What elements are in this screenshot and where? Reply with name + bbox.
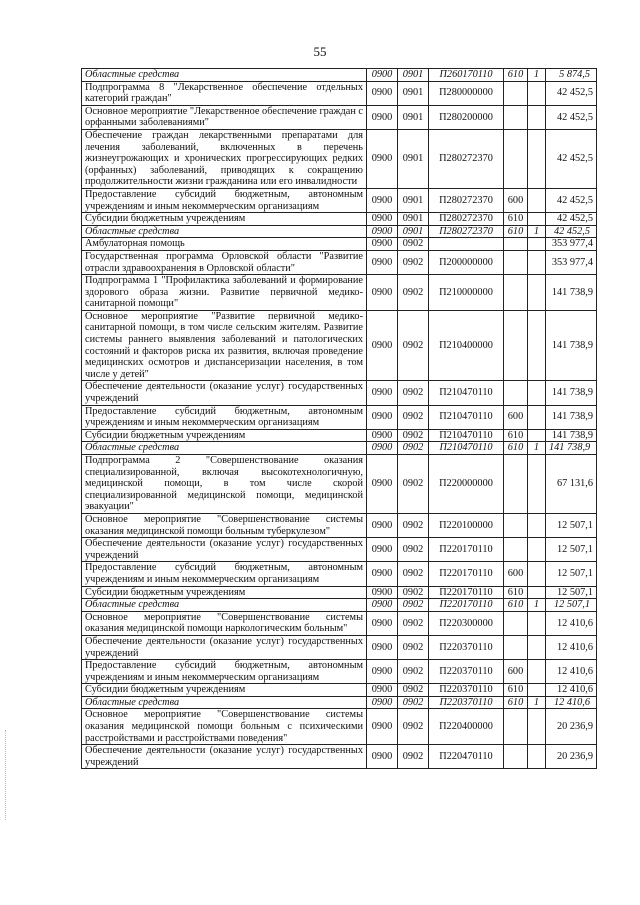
row-subsection-code: 0902 [398, 611, 429, 635]
row-target-item-code: П220370110 [429, 660, 504, 684]
row-subsection-code: 0902 [398, 310, 429, 381]
row-name: Амбулаторная помощь [82, 238, 367, 251]
row-amount: 12 410,6 [546, 696, 597, 709]
row-section-code: 0900 [367, 709, 398, 745]
table-row [82, 310, 597, 381]
row-section-code: 0900 [367, 611, 398, 635]
table-row [82, 429, 597, 442]
row-funding-source-code [528, 129, 546, 188]
row-subsection-code: 0901 [398, 81, 429, 105]
row-amount: 42 452,5 [546, 129, 597, 188]
row-funding-source-code [528, 635, 546, 659]
row-section-code: 0900 [367, 696, 398, 709]
row-expense-type-code: 600 [504, 562, 528, 586]
table-row [82, 586, 597, 599]
row-funding-source-code [528, 238, 546, 251]
row-subsection-code: 0902 [398, 238, 429, 251]
row-expense-type-code: 610 [504, 225, 528, 238]
row-amount: 42 452,5 [546, 188, 597, 212]
row-name: Субсидии бюджетным учреждениям [82, 684, 367, 697]
row-target-item-code: П220100000 [429, 513, 504, 537]
row-amount: 141 738,9 [546, 381, 597, 405]
row-name: Субсидии бюджетным учреждениям [82, 429, 367, 442]
row-subsection-code: 0902 [398, 696, 429, 709]
table-row [82, 81, 597, 105]
row-funding-source-code [528, 105, 546, 129]
row-name: Подпрограмма 2 "Совершенствование оказания специализированной, включая высокотехнологичную, медицинской помощи, в том числе скорой специализированной медицинской помощи, медицинской эвакуации" [82, 455, 367, 514]
row-funding-source-code [528, 213, 546, 226]
row-expense-type-code: 610 [504, 696, 528, 709]
row-subsection-code: 0901 [398, 129, 429, 188]
row-amount: 12 410,6 [546, 611, 597, 635]
row-expense-type-code [504, 611, 528, 635]
row-section-code: 0900 [367, 442, 398, 455]
row-expense-type-code [504, 455, 528, 514]
row-section-code: 0900 [367, 599, 398, 612]
row-amount: 141 738,9 [546, 405, 597, 429]
row-target-item-code: П210400000 [429, 310, 504, 381]
row-subsection-code: 0902 [398, 709, 429, 745]
row-expense-type-code: 610 [504, 684, 528, 697]
row-funding-source-code: 1 [528, 599, 546, 612]
row-amount: 141 738,9 [546, 429, 597, 442]
row-expense-type-code [504, 275, 528, 311]
row-section-code: 0900 [367, 275, 398, 311]
row-amount: 67 131,6 [546, 455, 597, 514]
row-section-code: 0900 [367, 81, 398, 105]
row-funding-source-code [528, 538, 546, 562]
row-funding-source-code [528, 455, 546, 514]
row-funding-source-code [528, 709, 546, 745]
row-expense-type-code [504, 129, 528, 188]
table-row [82, 225, 597, 238]
row-name: Субсидии бюджетным учреждениям [82, 586, 367, 599]
table-row [82, 238, 597, 251]
row-subsection-code: 0902 [398, 429, 429, 442]
row-amount: 353 977,4 [546, 250, 597, 274]
row-funding-source-code: 1 [528, 442, 546, 455]
row-expense-type-code [504, 538, 528, 562]
row-expense-type-code: 610 [504, 213, 528, 226]
row-name: Основное мероприятие "Совершенствование системы оказания медицинской помощи больным с психическими расстройствами и расстройствами поведения" [82, 709, 367, 745]
row-funding-source-code [528, 562, 546, 586]
table-row [82, 538, 597, 562]
binding-margin-mark [5, 730, 7, 820]
row-subsection-code: 0902 [398, 513, 429, 537]
row-target-item-code: П210470110 [429, 381, 504, 405]
row-target-item-code: П280272370 [429, 129, 504, 188]
row-expense-type-code [504, 105, 528, 129]
row-amount: 42 452,5 [546, 81, 597, 105]
table-row [82, 405, 597, 429]
row-subsection-code: 0902 [398, 275, 429, 311]
row-target-item-code: П220170110 [429, 538, 504, 562]
row-funding-source-code [528, 275, 546, 311]
row-name: Субсидии бюджетным учреждениям [82, 213, 367, 226]
row-funding-source-code [528, 310, 546, 381]
row-target-item-code: П200000000 [429, 250, 504, 274]
row-subsection-code: 0902 [398, 381, 429, 405]
table-row [82, 611, 597, 635]
table-row [82, 250, 597, 274]
row-expense-type-code: 610 [504, 442, 528, 455]
row-amount: 20 236,9 [546, 745, 597, 769]
row-target-item-code: П210000000 [429, 275, 504, 311]
row-section-code: 0900 [367, 188, 398, 212]
table-row [82, 696, 597, 709]
row-target-item-code: П260170110 [429, 69, 504, 82]
row-section-code: 0900 [367, 455, 398, 514]
row-expense-type-code: 610 [504, 599, 528, 612]
row-target-item-code: П220170110 [429, 562, 504, 586]
table-row [82, 442, 597, 455]
table-row [82, 660, 597, 684]
row-section-code: 0900 [367, 105, 398, 129]
row-subsection-code: 0902 [398, 455, 429, 514]
row-target-item-code: П220000000 [429, 455, 504, 514]
row-target-item-code: П220370110 [429, 635, 504, 659]
row-amount: 141 738,9 [546, 275, 597, 311]
row-target-item-code: П280272370 [429, 213, 504, 226]
row-target-item-code: П210470110 [429, 405, 504, 429]
row-section-code: 0900 [367, 660, 398, 684]
row-name: Государственная программа Орловской области "Развитие отрасли здравоохранения в Орловской области" [82, 250, 367, 274]
row-expense-type-code [504, 81, 528, 105]
row-funding-source-code [528, 81, 546, 105]
row-subsection-code: 0901 [398, 225, 429, 238]
row-subsection-code: 0902 [398, 586, 429, 599]
table-row [82, 684, 597, 697]
row-target-item-code: П220300000 [429, 611, 504, 635]
row-amount: 42 452,5 [546, 213, 597, 226]
budget-table [81, 68, 597, 769]
row-funding-source-code [528, 660, 546, 684]
row-expense-type-code: 600 [504, 188, 528, 212]
row-name: Обеспечение деятельности (оказание услуг) государственных учреждений [82, 381, 367, 405]
table-row [82, 381, 597, 405]
table-row [82, 455, 597, 514]
row-section-code: 0900 [367, 513, 398, 537]
row-funding-source-code: 1 [528, 225, 546, 238]
row-target-item-code: П280200000 [429, 105, 504, 129]
row-funding-source-code [528, 250, 546, 274]
row-name: Предоставление субсидий бюджетным, автономным учреждениям и иным некоммерческим организациям [82, 405, 367, 429]
row-expense-type-code [504, 381, 528, 405]
page-number: 55 [313, 44, 327, 59]
row-expense-type-code [504, 310, 528, 381]
row-name: Областные средства [82, 225, 367, 238]
row-section-code: 0900 [367, 429, 398, 442]
row-section-code: 0900 [367, 250, 398, 274]
row-name: Областные средства [82, 696, 367, 709]
row-section-code: 0900 [367, 745, 398, 769]
table-row [82, 213, 597, 226]
row-subsection-code: 0901 [398, 105, 429, 129]
row-funding-source-code [528, 513, 546, 537]
table-row [82, 129, 597, 188]
row-name: Подпрограмма 8 "Лекарственное обеспечение отдельных категорий граждан" [82, 81, 367, 105]
table-row [82, 709, 597, 745]
row-section-code: 0900 [367, 405, 398, 429]
row-name: Обеспечение граждан лекарственными препаратами для лечения заболеваний, включенных в перечень жизнеугрожающих и хронических прогрессирующих редких (орфанных) заболеваний, приводящих к сокращению продолжительности жизни гражданина или его инвалидности [82, 129, 367, 188]
row-name: Обеспечение деятельности (оказание услуг) государственных учреждений [82, 635, 367, 659]
row-target-item-code: П220170110 [429, 599, 504, 612]
row-section-code: 0900 [367, 562, 398, 586]
row-funding-source-code [528, 405, 546, 429]
row-funding-source-code [528, 188, 546, 212]
row-amount: 141 738,9 [546, 442, 597, 455]
row-target-item-code: П280272370 [429, 225, 504, 238]
table-row [82, 745, 597, 769]
row-target-item-code: П280272370 [429, 188, 504, 212]
table-row [82, 599, 597, 612]
table-row [82, 562, 597, 586]
row-amount: 12 507,1 [546, 586, 597, 599]
row-expense-type-code: 610 [504, 429, 528, 442]
row-section-code: 0900 [367, 238, 398, 251]
row-name: Предоставление субсидий бюджетным, автономным учреждениям и иным некоммерческим организациям [82, 660, 367, 684]
row-subsection-code: 0902 [398, 405, 429, 429]
row-subsection-code: 0902 [398, 250, 429, 274]
row-subsection-code: 0902 [398, 538, 429, 562]
row-expense-type-code [504, 709, 528, 745]
row-section-code: 0900 [367, 381, 398, 405]
row-amount: 353 977,4 [546, 238, 597, 251]
row-funding-source-code [528, 745, 546, 769]
row-target-item-code: П220370110 [429, 684, 504, 697]
row-amount: 12 507,1 [546, 562, 597, 586]
row-subsection-code: 0902 [398, 562, 429, 586]
row-expense-type-code: 600 [504, 660, 528, 684]
row-section-code: 0900 [367, 213, 398, 226]
row-amount: 12 410,6 [546, 635, 597, 659]
row-expense-type-code: 600 [504, 405, 528, 429]
row-subsection-code: 0902 [398, 599, 429, 612]
row-expense-type-code: 610 [504, 69, 528, 82]
row-target-item-code: П210470110 [429, 429, 504, 442]
row-expense-type-code [504, 250, 528, 274]
row-name: Основное мероприятие "Лекарственное обеспечение граждан с орфанными заболеваниями" [82, 105, 367, 129]
row-section-code: 0900 [367, 225, 398, 238]
budget-table-body [82, 69, 597, 769]
row-name: Областные средства [82, 69, 367, 82]
row-target-item-code: П220370110 [429, 696, 504, 709]
row-name: Предоставление субсидий бюджетным, автономным учреждениям и иным некоммерческим организациям [82, 562, 367, 586]
row-funding-source-code: 1 [528, 696, 546, 709]
row-expense-type-code [504, 238, 528, 251]
row-target-item-code: П220400000 [429, 709, 504, 745]
row-section-code: 0900 [367, 684, 398, 697]
row-name: Обеспечение деятельности (оказание услуг) государственных учреждений [82, 538, 367, 562]
row-section-code: 0900 [367, 69, 398, 82]
row-funding-source-code: 1 [528, 69, 546, 82]
row-target-item-code: П220170110 [429, 586, 504, 599]
row-subsection-code: 0902 [398, 684, 429, 697]
row-name: Областные средства [82, 442, 367, 455]
row-section-code: 0900 [367, 635, 398, 659]
table-row [82, 635, 597, 659]
row-target-item-code [429, 238, 504, 251]
row-section-code: 0900 [367, 310, 398, 381]
row-subsection-code: 0901 [398, 213, 429, 226]
row-amount: 5 874,5 [546, 69, 597, 82]
row-amount: 12 507,1 [546, 599, 597, 612]
row-target-item-code: П280000000 [429, 81, 504, 105]
table-row [82, 513, 597, 537]
row-section-code: 0900 [367, 538, 398, 562]
row-name: Подпрограмма 1 "Профилактика заболеваний и формирование здорового образа жизни. Развитие первичной медико-санитарной помощи" [82, 275, 367, 311]
row-subsection-code: 0902 [398, 660, 429, 684]
row-funding-source-code [528, 381, 546, 405]
row-funding-source-code [528, 611, 546, 635]
row-section-code: 0900 [367, 586, 398, 599]
row-amount: 12 507,1 [546, 513, 597, 537]
row-amount: 42 452,5 [546, 105, 597, 129]
table-row [82, 275, 597, 311]
row-subsection-code: 0902 [398, 442, 429, 455]
row-funding-source-code [528, 586, 546, 599]
row-subsection-code: 0901 [398, 188, 429, 212]
row-target-item-code: П210470110 [429, 442, 504, 455]
row-name: Основное мероприятие "Совершенствование системы оказания медицинской помощи наркологическим больным" [82, 611, 367, 635]
row-funding-source-code [528, 684, 546, 697]
row-expense-type-code: 610 [504, 586, 528, 599]
row-expense-type-code [504, 635, 528, 659]
row-subsection-code: 0901 [398, 69, 429, 82]
row-amount: 12 507,1 [546, 538, 597, 562]
row-name: Областные средства [82, 599, 367, 612]
row-funding-source-code [528, 429, 546, 442]
row-amount: 20 236,9 [546, 709, 597, 745]
row-section-code: 0900 [367, 129, 398, 188]
row-amount: 12 410,6 [546, 684, 597, 697]
row-amount: 42 452,5 [546, 225, 597, 238]
row-name: Обеспечение деятельности (оказание услуг) государственных учреждений [82, 745, 367, 769]
row-target-item-code: П220470110 [429, 745, 504, 769]
row-expense-type-code [504, 745, 528, 769]
row-amount: 12 410,6 [546, 660, 597, 684]
row-name: Основное мероприятие "Совершенствование системы оказания медицинской помощи больным туберкулезом" [82, 513, 367, 537]
table-row [82, 69, 597, 82]
row-expense-type-code [504, 513, 528, 537]
row-amount: 141 738,9 [546, 310, 597, 381]
row-name: Предоставление субсидий бюджетным, автономным учреждениям и иным некоммерческим организациям [82, 188, 367, 212]
table-row [82, 105, 597, 129]
row-name: Основное мероприятие "Развитие первичной медико-санитарной помощи, в том числе сельским жителям. Развитие системы раннего выявления заболеваний и патологических состояний и факторов риска их развития, включая проведение медицинских осмотров и диспансеризации населения, в том числе у детей" [82, 310, 367, 381]
row-subsection-code: 0902 [398, 635, 429, 659]
table-row [82, 188, 597, 212]
row-subsection-code: 0902 [398, 745, 429, 769]
